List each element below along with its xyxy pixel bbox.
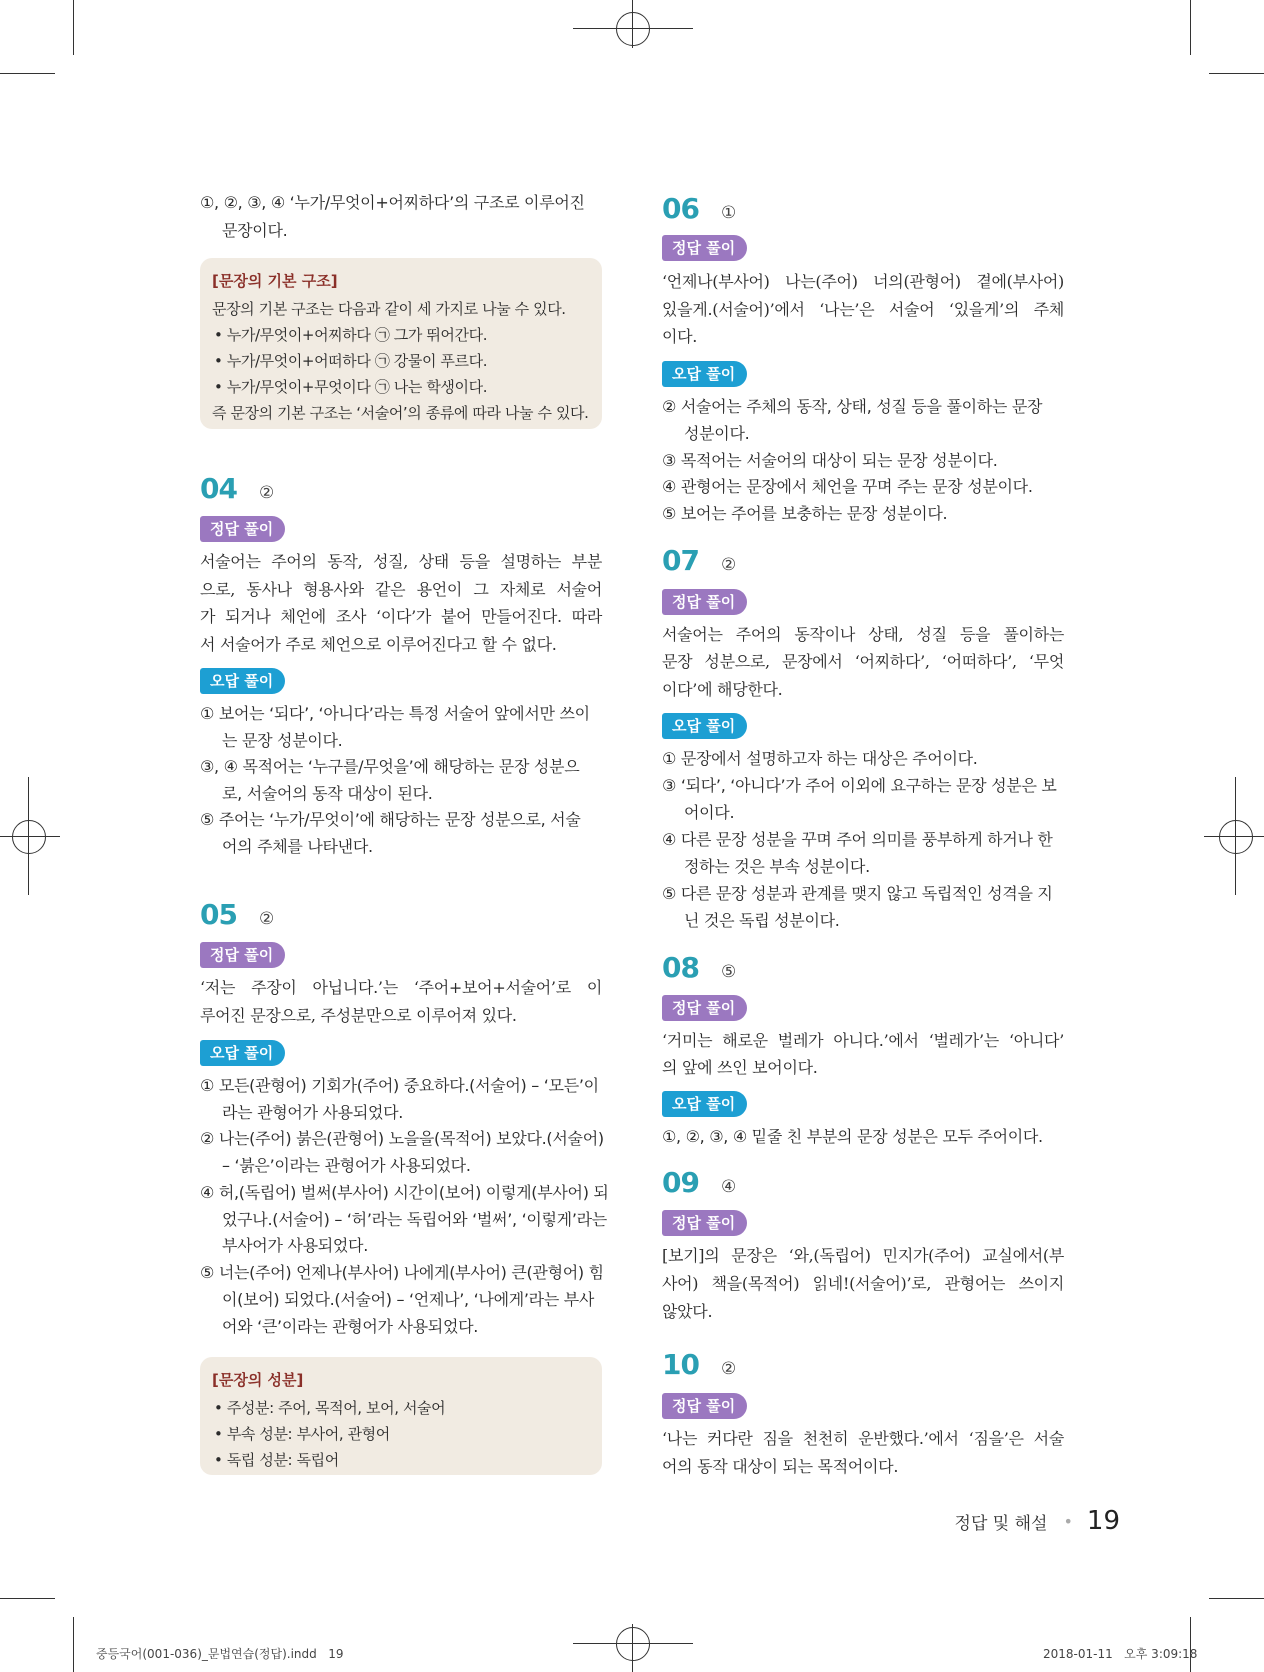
question-number: 04 [200,472,237,505]
text-line: 어의 주체를 나타낸다. [222,837,373,856]
question-number: 05 [200,898,237,931]
text-line: ③, ④ 목적어는 ‘누구를/무엇을’에 해당하는 문장 성분으 [200,757,580,776]
text-line: 이다. [662,327,698,346]
text-line: ④ 관형어는 문장에서 체언을 꾸며 주는 문장 성분이다. [662,477,1033,496]
question-answer: ② [258,483,275,503]
question-number: 09 [662,1166,699,1199]
wrong-explanation-badge: 오답 풀이 [662,1091,747,1117]
slug-timestamp: 2018-01-11 오후 3:09:18 [1043,1647,1198,1661]
text-line: ①, ②, ③, ④ 밑줄 친 부분의 문장 성분은 모두 주어이다. [662,1127,1043,1146]
box-line: • 부속 성분: 부사어, 관형어 [214,1425,390,1443]
box-line: 문장의 기본 구조는 다음과 같이 세 가지로 나눌 수 있다. [212,300,566,318]
text-line: 가 되거나 체언에 조사 ‘이다’가 붙어 만들어진다. 따라 [200,607,602,626]
basic-structure-box [200,258,602,429]
text-line: ④ 다른 문장 성분을 꾸며 주어 의미를 풍부하게 하거나 한 [662,830,1053,849]
text-line: ① 보어는 ‘되다’, ‘아니다’라는 특정 서술어 앞에서만 쓰이 [200,704,590,723]
text-line: ③ ‘되다’, ‘아니다’가 주어 이외에 요구하는 문장 성분은 보 [662,776,1057,795]
question-answer: ④ [720,1177,737,1197]
box-line: • 독립 성분: 독립어 [214,1451,339,1469]
text-line: ‘언제나(부사어) 나는(주어) 너의(관형어) 곁에(부사어) [662,272,1064,291]
wrong-explanation-badge: 오답 풀이 [200,1040,285,1066]
text-line: ‘거미는 해로운 벌레가 아니다.’에서 ‘벌레가’는 ‘아니다’ [662,1031,1064,1050]
slug-filename: 중등국어(001-036)_문법연습(정답).indd 19 [96,1647,344,1661]
question-answer: ② [720,1359,737,1379]
text-line: ⑤ 다른 문장 성분과 관계를 맺지 않고 독립적인 성격을 지 [662,884,1053,903]
question-number: 10 [662,1348,699,1381]
correct-explanation-badge: 정답 풀이 [200,942,285,968]
text-line: 서술어는 주어의 동작, 성질, 상태 등을 설명하는 부분 [200,552,602,571]
text-line: 닌 것은 독립 성분이다. [684,911,840,930]
intro-line: 문장이다. [222,221,288,240]
text-line: 의 앞에 쓰인 보어이다. [662,1058,818,1077]
text-line: 서술어는 주어의 동작이나 상태, 성질 등을 풀이하는 [662,625,1064,644]
intro-line: ①, ②, ③, ④ ‘누가/무엇이+어찌하다’의 구조로 이루어진 [200,193,585,212]
question-04-header [200,472,274,508]
text-line: 이(보어) 되었다.(서술어) – ‘언제나’, ‘나에게’라는 부사 [222,1290,595,1309]
text-line: ① 문장에서 설명하고자 하는 대상은 주어이다. [662,749,978,768]
text-line: 어의 동작 대상이 되는 목적어이다. [662,1457,899,1476]
correct-explanation-badge: 정답 풀이 [662,1393,747,1419]
correct-explanation-badge: 정답 풀이 [662,995,747,1021]
text-line: 으로, 동사나 형용사와 같은 용언이 그 자체로 서술어 [200,580,602,599]
text-line: ② 서술어는 주체의 동작, 상태, 성질 등을 풀이하는 문장 [662,397,1043,416]
box-title: [문장의 성분] [212,1371,304,1389]
box-line: 즉 문장의 기본 구조는 ‘서술어’의 종류에 따라 나눌 수 있다. [212,404,589,422]
text-line: 않았다. [662,1302,713,1321]
question-number: 08 [662,951,699,984]
text-line: ① 모든(관형어) 기회가(주어) 중요하다.(서술어) – ‘모든’이 [200,1076,599,1095]
page-footer [900,1504,1120,1538]
question-answer: ② [258,909,275,929]
text-line: ② 나는(주어) 붉은(관형어) 노을을(목적어) 보았다.(서술어) [200,1129,604,1148]
question-number: 07 [662,544,699,577]
text-line: 서 서술어가 주로 체언으로 이루어진다고 할 수 없다. [200,635,557,654]
text-line: 문장 성분으로, 문장에서 ‘어찌하다’, ‘어떠하다’, ‘무엇 [662,652,1064,671]
question-06-header [662,192,736,228]
text-line: 어이다. [684,803,735,822]
question-09-header [662,1166,736,1202]
sentence-components-box [200,1357,602,1475]
text-line: ⑤ 너는(주어) 언제나(부사어) 나에게(부사어) 큰(관형어) 힘 [200,1263,604,1282]
text-line: ⑤ 주어는 ‘누가/무엇이’에 해당하는 문장 성분으로, 서술 [200,810,581,829]
question-10-header [662,1348,736,1384]
correct-explanation-badge: 정답 풀이 [662,589,747,615]
question-05-header [200,898,274,934]
question-answer: ② [720,555,737,575]
box-line: • 누가/무엇이+어찌하다 ㉠ 그가 뛰어간다. [214,326,488,344]
text-line: 어와 ‘큰’이라는 관형어가 사용되었다. [222,1317,479,1336]
correct-explanation-badge: 정답 풀이 [200,516,285,542]
wrong-explanation-badge: 오답 풀이 [200,668,285,694]
correct-explanation-badge: 정답 풀이 [662,1210,747,1236]
text-line: ③ 목적어는 서술어의 대상이 되는 문장 성분이다. [662,451,998,470]
footer-bullet: • [1063,1511,1073,1531]
text-line: 부사어가 사용되었다. [222,1236,368,1255]
question-number: 06 [662,192,699,225]
text-line: 었구나.(서술어) – ‘허’라는 독립어와 ‘벌써’, ‘이렇게’라는 [222,1210,607,1229]
text-line: 성분이다. [684,424,750,443]
correct-explanation-badge: 정답 풀이 [662,235,747,261]
box-line: • 누가/무엇이+어떠하다 ㉠ 강물이 푸르다. [214,352,488,370]
box-line: • 누가/무엇이+무엇이다 ㉠ 나는 학생이다. [214,378,488,396]
text-line: ⑤ 보어는 주어를 보충하는 문장 성분이다. [662,504,948,523]
text-line: 이다’에 해당한다. [662,680,783,699]
text-line: ‘나는 커다란 짐을 천천히 운반했다.’에서 ‘짐을’은 서술 [662,1429,1064,1448]
text-line: 사어) 책을(목적어) 읽네!(서술어)’로, 관형어는 쓰이지 [662,1274,1064,1293]
wrong-explanation-badge: 오답 풀이 [662,361,747,387]
text-line: 는 문장 성분이다. [222,731,343,750]
box-line: • 주성분: 주어, 목적어, 보어, 서술어 [214,1399,446,1417]
box-title: [문장의 기본 구조] [212,272,338,290]
page-number: 19 [1086,1506,1120,1536]
wrong-explanation-badge: 오답 풀이 [662,713,747,739]
question-08-header [662,951,736,987]
text-line: ④ 허,(독립어) 벌써(부사어) 시간이(보어) 이렇게(부사어) 되 [200,1183,609,1202]
text-line: 라는 관형어가 사용되었다. [222,1103,404,1122]
question-answer: ⑤ [720,962,737,982]
text-line: 루어진 문장으로, 주성분만으로 이루어져 있다. [200,1006,517,1025]
text-line: – ‘붉은’이라는 관형어가 사용되었다. [222,1156,471,1175]
question-answer: ① [720,203,737,223]
text-line: 정하는 것은 부속 성분이다. [684,857,870,876]
text-line: 로, 서술어의 동작 대상이 된다. [222,784,433,803]
footer-label: 정답 및 해설 [954,1513,1048,1534]
question-07-header [662,544,736,580]
text-line: [보기]의 문장은 ‘와,(독립어) 민지가(주어) 교실에서(부 [662,1246,1064,1265]
text-line: 있을게.(서술어)’에서 ‘나는’은 서술어 ‘있을게’의 주체 [662,300,1064,319]
text-line: ‘저는 주장이 아닙니다.’는 ‘주어+보어+서술어’로 이 [200,978,602,997]
